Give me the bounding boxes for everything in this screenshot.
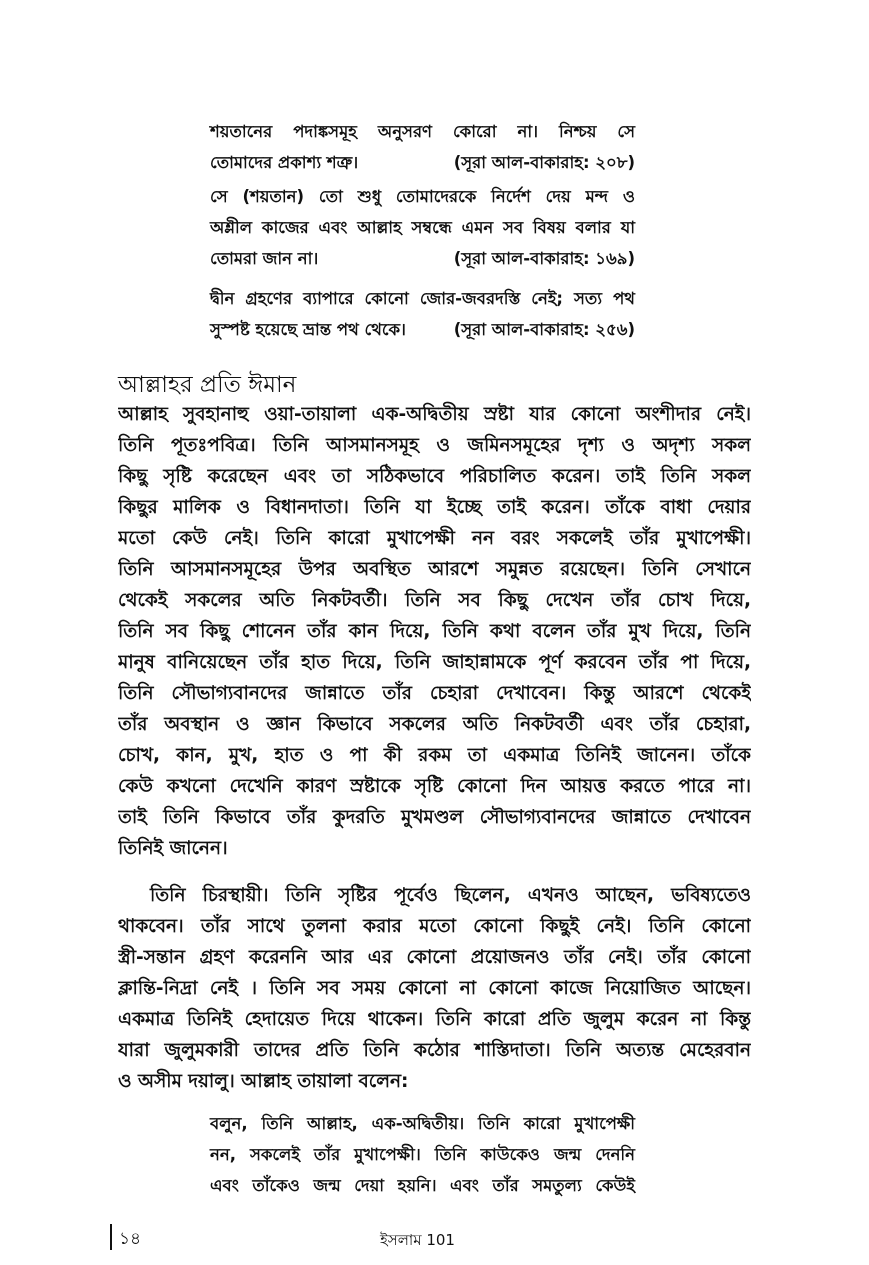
paragraph-2 [118, 880, 751, 1097]
paragraph-line: তিনি পূতঃপবিত্র। তিনি আসমানসমূহ ও জমিনসমূহের দৃশ্য ও অদৃশ্য সকল [118, 435, 751, 456]
paragraph-line: থেকেই সকলের অতি নিকটবর্তী। তিনি সব কিছু দেখেন তাঁর চোখ দিয়ে, [118, 590, 751, 611]
quote-reference: (সূরা আল-বাকারাহ: ২০৮) [453, 153, 635, 172]
quote-reference: (সূরা আল-বাকারাহ: ২৫৬) [453, 320, 635, 339]
quote-line-with-reference [210, 147, 635, 178]
paragraph-line: যারা জুলুমকারী তাদের প্রতি তিনি কঠোর শাস্তিদাতা। তিনি অত্যন্ত মেহেরবান [118, 1040, 751, 1061]
paragraph-line: তিনিই জানেন। [118, 838, 228, 859]
quote-line: অশ্লীল কাজের এবং আল্লাহ সম্বন্ধে এমন সব বিষয় বলার যা [210, 218, 635, 237]
paragraph-line: থাকবেন। তাঁর সাথে তুলনা করার মতো কোনো কিছুই নেই। তিনি কোনো [118, 916, 751, 937]
paragraph-line: একমাত্র তিনিই হেদায়েত দিয়ে থাকেন। তিনি কারো প্রতি জুলুম করেন না কিন্তু [118, 1009, 751, 1030]
quote-block-4 [210, 1108, 635, 1201]
paragraph-line: চোখ, কান, মুখ, হাত ও পা কী রকম তা একমাত্র তিনিই জানেন। তাঁকে [118, 745, 751, 766]
paragraph-line: তিনি আসমানসমূহের উপর অবস্থিত আরশে সমুন্নত রয়েছেন। তিনি সেখানে [118, 559, 751, 580]
paragraph-line: স্ত্রী-সন্তান গ্রহণ করেননি আর এর কোনো প্রয়োজনও তাঁর নেই। তাঁর কোনো [118, 947, 751, 968]
quote-line: দ্বীন গ্রহণের ব্যাপারে কোনো জোর-জবরদস্তি নেই; সত্য পথ [210, 289, 635, 308]
section-heading: আল্লাহর প্রতি ঈমান [118, 372, 297, 398]
paragraph-line: কেউ কখনো দেখেনি কারণ স্রষ্টাকে সৃষ্টি কোনো দিন আয়ত্ত করতে পারে না। [118, 776, 751, 797]
paragraph-line: তিনি চিরস্থায়ী। তিনি সৃষ্টির পূর্বেও ছিলেন, এখনও আছেন, ভবিষ্যতেও [150, 885, 751, 906]
quote-line: নন, সকলেই তাঁর মুখাপেক্ষী। তিনি কাউকেও জন্ম দেননি [210, 1145, 635, 1164]
quote-line: শয়তানের পদাঙ্কসমূহ অনুসরণ কোরো না। নিশ্চয় সে [210, 122, 635, 141]
quote-block-3 [210, 283, 635, 345]
quote-text: সুস্পষ্ট হয়েছে ভ্রান্ত পথ থেকে। [210, 320, 406, 339]
quote-reference: (সূরা আল-বাকারাহ: ১৬৯) [453, 249, 635, 268]
quote-block-2 [210, 181, 635, 274]
paragraph-line: ও অসীম দয়ালু। আল্লাহ তায়ালা বলেন: [118, 1071, 409, 1092]
paragraph-line: কিছুর মালিক ও বিধানদাতা। তিনি যা ইচ্ছে তাই করেন। তাঁকে বাধা দেয়ার [118, 497, 751, 518]
quote-block-1 [210, 116, 635, 178]
paragraph-line: তিনি সৌভাগ্যবানদের জান্নাতে তাঁর চেহারা দেখাবেন। কিন্তু আরশে থেকেই [118, 683, 751, 704]
paragraph-line: আল্লাহ সুবহানাহু ওয়া-তায়ালা এক-অদ্বিতীয় স্রষ্টা যার কোনো অংশীদার নেই। [118, 404, 751, 425]
footer-divider [110, 1224, 112, 1250]
quote-line: এবং তাঁকেও জন্ম দেয়া হয়নি। এবং তাঁর সমতুল্য কেউই [210, 1176, 635, 1195]
paragraph-line: তাঁর অবস্থান ও জ্ঞান কিভাবে সকলের অতি নিকটবর্তী এবং তাঁর চেহারা, [118, 714, 751, 735]
page-number: ১৪ [119, 1229, 142, 1249]
running-footer-title: ইসলাম 101 [380, 1231, 455, 1249]
paragraph-line: তিনি সব কিছু শোনেন তাঁর কান দিয়ে, তিনি কথা বলেন তাঁর মুখ দিয়ে, তিনি [118, 621, 751, 642]
quote-line-with-reference [210, 314, 635, 345]
quote-line: বলুন, তিনি আল্লাহ, এক-অদ্বিতীয়। তিনি কারো মুখাপেক্ষী [210, 1114, 635, 1133]
quote-text: তোমাদের প্রকাশ্য শত্রু। [210, 153, 359, 172]
quote-text: তোমরা জান না। [210, 249, 319, 268]
paragraph-line: মানুষ বানিয়েছেন তাঁর হাত দিয়ে, তিনি জাহান্নামকে পূর্ণ করবেন তাঁর পা দিয়ে, [118, 652, 751, 673]
paragraph-line: তাই তিনি কিভাবে তাঁর কুদরতি মুখমণ্ডল সৌভাগ্যবানদের জান্নাতে দেখাবেন [118, 807, 751, 828]
paragraph-line: মতো কেউ নেই। তিনি কারো মুখাপেক্ষী নন বরং সকলেই তাঁর মুখাপেক্ষী। [118, 528, 751, 549]
quote-line: সে (শয়তান) তো শুধু তোমাদেরকে নির্দেশ দেয় মন্দ ও [210, 187, 635, 206]
paragraph-line: ক্লান্তি-নিদ্রা নেই । তিনি সব সময় কোনো না কোনো কাজে নিয়োজিত আছেন। [118, 978, 751, 999]
quote-line-with-reference [210, 243, 635, 274]
paragraph-1 [118, 399, 751, 864]
paragraph-line: কিছু সৃষ্টি করেছেন এবং তা সঠিকভাবে পরিচালিত করেন। তাই তিনি সকল [118, 466, 751, 487]
